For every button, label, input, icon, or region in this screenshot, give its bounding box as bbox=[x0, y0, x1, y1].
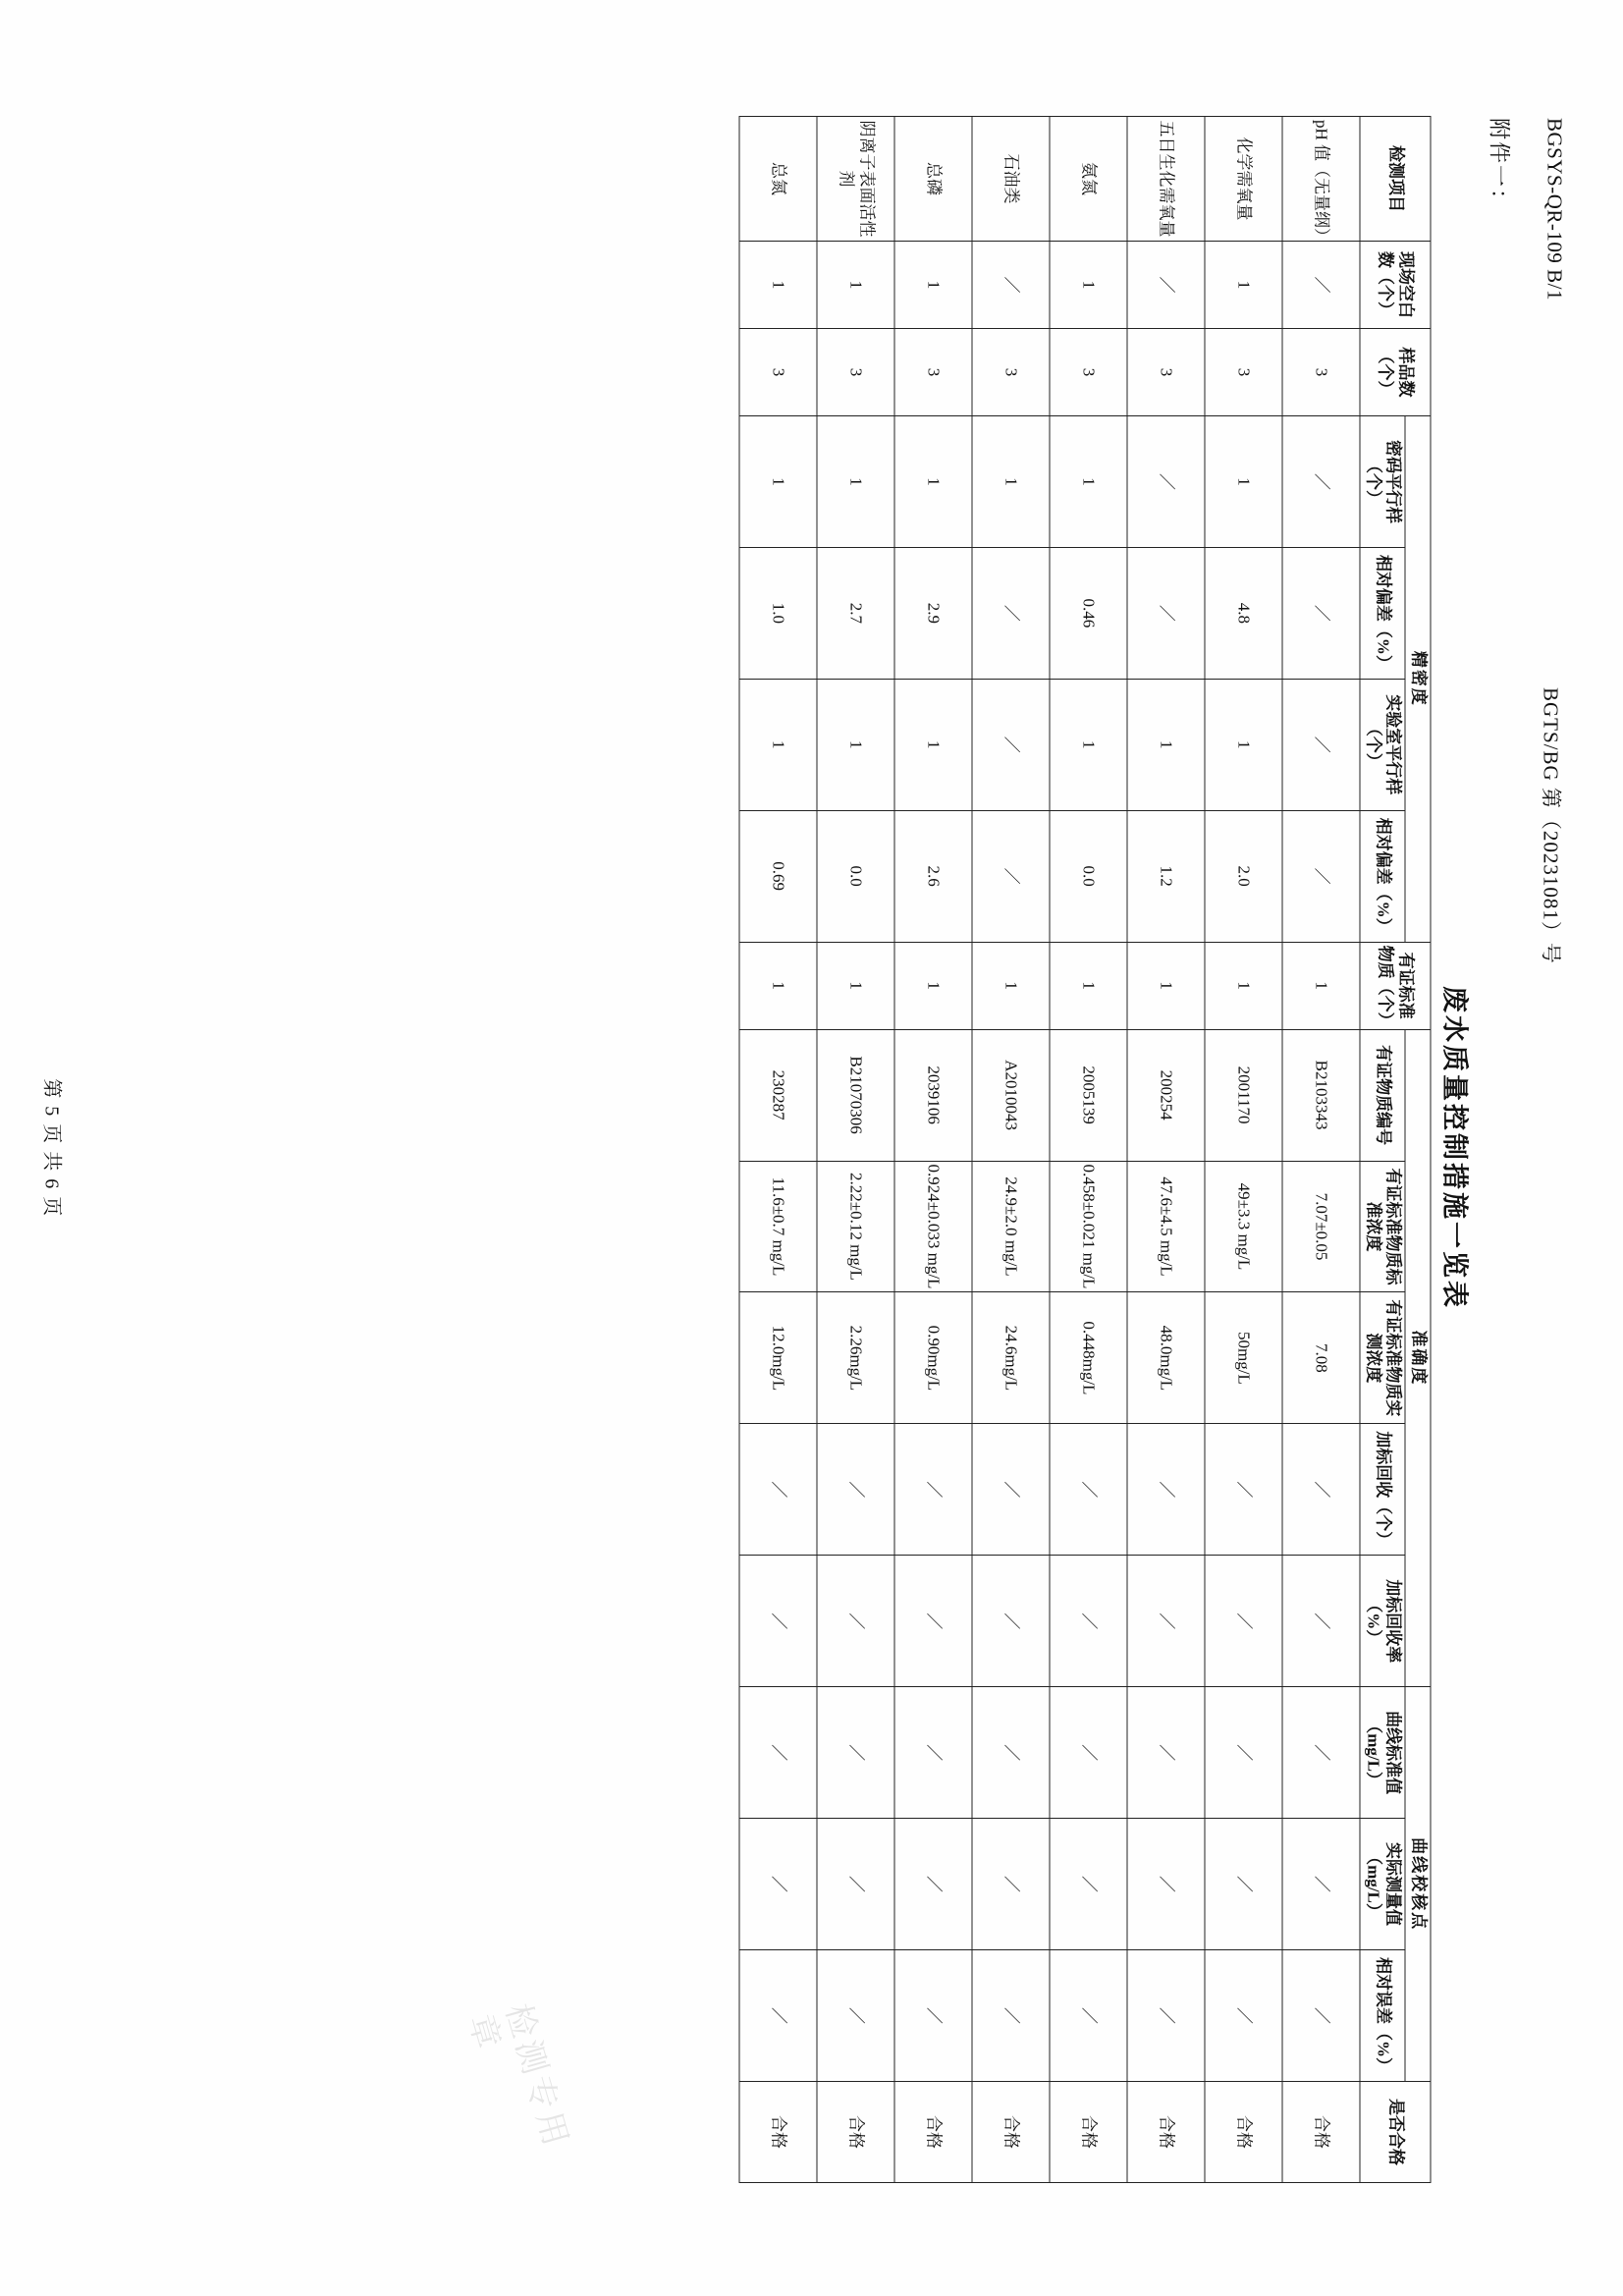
cell-sample-count: 3 bbox=[1281, 329, 1359, 416]
cell-lab-parallel: 1 bbox=[1049, 679, 1126, 810]
cell-curve-std: ／ bbox=[971, 1687, 1049, 1819]
cell-crm-conc: 24.9±2.0 mg/L bbox=[971, 1161, 1049, 1292]
table-body bbox=[738, 117, 1359, 2183]
col-crm-count: 有证标准物质（个） bbox=[1359, 942, 1430, 1029]
table-head bbox=[1359, 117, 1430, 2183]
cell-lab-parallel: 1 bbox=[816, 679, 893, 810]
cell-lab-parallel: 1 bbox=[1126, 679, 1204, 810]
col-spike-count: 加标回收（个） bbox=[1359, 1424, 1404, 1556]
cell-curve-measured: ／ bbox=[816, 1819, 893, 1950]
group-precision: 精密度 bbox=[1405, 416, 1431, 943]
col-qualified: 是否合格 bbox=[1359, 2082, 1430, 2183]
col-field-blank: 现场空白数（个） bbox=[1359, 242, 1430, 329]
cell-curve-rel-error: ／ bbox=[1204, 1949, 1281, 2081]
cell-spike-count: ／ bbox=[816, 1424, 893, 1556]
cell-curve-measured: ／ bbox=[1281, 1819, 1359, 1950]
cell-crm-count: 1 bbox=[1126, 942, 1204, 1029]
cell-field-blank: 1 bbox=[738, 242, 816, 329]
cell-curve-measured: ／ bbox=[893, 1819, 971, 1950]
item: 总氮 bbox=[738, 117, 816, 242]
cell-crm-count: 1 bbox=[738, 942, 816, 1029]
col-crm-no: 有证物质编号 bbox=[1359, 1029, 1404, 1161]
cell-rel-dev-2: 0.0 bbox=[1049, 810, 1126, 942]
cell-crm-no: 2001170 bbox=[1204, 1029, 1281, 1161]
qc-table-container bbox=[738, 116, 1431, 2183]
cell-curve-std: ／ bbox=[1049, 1687, 1126, 1819]
cell-sample-count: 3 bbox=[893, 329, 971, 416]
cell-rel-dev-2: 2.6 bbox=[893, 810, 971, 942]
cell-curve-std: ／ bbox=[816, 1687, 893, 1819]
cell-curve-measured: ／ bbox=[971, 1819, 1049, 1950]
cell-crm-conc: 0.924±0.033 mg/L bbox=[893, 1161, 971, 1292]
cell-code-parallel: 1 bbox=[1049, 416, 1126, 548]
cell-crm-conc: 49±3.3 mg/L bbox=[1204, 1161, 1281, 1292]
cell-rel-dev-2: ／ bbox=[971, 810, 1049, 942]
cell-code-parallel: ／ bbox=[1281, 416, 1359, 548]
cell-lab-parallel: 1 bbox=[738, 679, 816, 810]
cell-curve-rel-error: ／ bbox=[738, 1949, 816, 2081]
cell-crm-measured: 50mg/L bbox=[1204, 1292, 1281, 1424]
table-row bbox=[1204, 117, 1281, 2183]
cell-spike-rate: ／ bbox=[816, 1556, 893, 1687]
col-curve-measured: 实际测量值（mg/L） bbox=[1359, 1819, 1404, 1950]
item: 石油类 bbox=[971, 117, 1049, 242]
cell-qualified: 合格 bbox=[1126, 2082, 1204, 2183]
cell-field-blank: ／ bbox=[971, 242, 1049, 329]
group-accuracy: 准确度 bbox=[1405, 1029, 1431, 1687]
group-curve-check: 曲线校核点 bbox=[1405, 1687, 1431, 2082]
col-sample-count: 样品数（个） bbox=[1359, 329, 1430, 416]
cell-spike-count: ／ bbox=[1126, 1424, 1204, 1556]
cell-rel-dev-1: 2.7 bbox=[816, 547, 893, 679]
cell-lab-parallel: 1 bbox=[893, 679, 971, 810]
cell-curve-measured: ／ bbox=[738, 1819, 816, 1950]
cell-spike-count: ／ bbox=[971, 1424, 1049, 1556]
cell-spike-rate: ／ bbox=[1049, 1556, 1126, 1687]
cell-curve-std: ／ bbox=[893, 1687, 971, 1819]
cell-field-blank: 1 bbox=[1049, 242, 1126, 329]
cell-spike-rate: ／ bbox=[1204, 1556, 1281, 1687]
page-footer: 第 5 页 共 6 页 bbox=[40, 1078, 62, 1218]
cell-crm-count: 1 bbox=[816, 942, 893, 1029]
cell-lab-parallel: 1 bbox=[1204, 679, 1281, 810]
cell-rel-dev-1: ／ bbox=[1126, 547, 1204, 679]
item: 阴离子表面活性剂 bbox=[816, 117, 893, 242]
cell-qualified: 合格 bbox=[971, 2082, 1049, 2183]
cell-code-parallel: 1 bbox=[971, 416, 1049, 548]
table-row bbox=[893, 117, 971, 2183]
cell-crm-conc: 0.458±0.021 mg/L bbox=[1049, 1161, 1126, 1292]
cell-code-parallel: 1 bbox=[893, 416, 971, 548]
cell-crm-no: A2010043 bbox=[971, 1029, 1049, 1161]
cell-code-parallel: 1 bbox=[816, 416, 893, 548]
cell-rel-dev-1: 4.8 bbox=[1204, 547, 1281, 679]
table-row bbox=[816, 117, 893, 2183]
cell-rel-dev-2: 0.69 bbox=[738, 810, 816, 942]
cell-qualified: 合格 bbox=[893, 2082, 971, 2183]
table-row bbox=[1281, 117, 1359, 2183]
qc-table bbox=[738, 116, 1431, 2183]
cell-code-parallel: 1 bbox=[738, 416, 816, 548]
cell-curve-measured: ／ bbox=[1049, 1819, 1126, 1950]
cell-curve-std: ／ bbox=[1126, 1687, 1204, 1819]
cell-crm-no: B2103343 bbox=[1281, 1029, 1359, 1161]
col-rel-dev-1: 相对偏差（%） bbox=[1359, 547, 1404, 679]
cell-spike-rate: ／ bbox=[738, 1556, 816, 1687]
cell-curve-measured: ／ bbox=[1126, 1819, 1204, 1950]
cell-rel-dev-2: 2.0 bbox=[1204, 810, 1281, 942]
header-row-columns bbox=[1359, 117, 1404, 2183]
cell-spike-rate: ／ bbox=[971, 1556, 1049, 1687]
cell-rel-dev-1: ／ bbox=[971, 547, 1049, 679]
cell-sample-count: 3 bbox=[738, 329, 816, 416]
cell-crm-measured: 48.0mg/L bbox=[1126, 1292, 1204, 1424]
seal-text: 检测专用章 bbox=[460, 1999, 574, 2154]
cell-curve-std: ／ bbox=[738, 1687, 816, 1819]
cell-crm-conc: 11.6±0.7 mg/L bbox=[738, 1161, 816, 1292]
cell-rel-dev-1: 1.0 bbox=[738, 547, 816, 679]
item: 化学需氧量 bbox=[1204, 117, 1281, 242]
cell-rel-dev-2: 0.0 bbox=[816, 810, 893, 942]
cell-field-blank: 1 bbox=[893, 242, 971, 329]
cell-crm-measured: 0.90mg/L bbox=[893, 1292, 971, 1424]
col-lab-parallel: 实验室平行样（个） bbox=[1359, 679, 1404, 810]
cell-rel-dev-1: ／ bbox=[1281, 547, 1359, 679]
cell-spike-count: ／ bbox=[893, 1424, 971, 1556]
item: pH 值（无量纲） bbox=[1281, 117, 1359, 242]
col-spike-rate: 加标回收率（%） bbox=[1359, 1556, 1404, 1687]
cell-spike-rate: ／ bbox=[1126, 1556, 1204, 1687]
cell-curve-std: ／ bbox=[1281, 1687, 1359, 1819]
cell-spike-count: ／ bbox=[1204, 1424, 1281, 1556]
col-crm-conc: 有证标准物质标准浓度 bbox=[1359, 1161, 1404, 1292]
cell-spike-rate: ／ bbox=[893, 1556, 971, 1687]
cell-crm-count: 1 bbox=[1281, 942, 1359, 1029]
cell-qualified: 合格 bbox=[1049, 2082, 1126, 2183]
cell-curve-std: ／ bbox=[1204, 1687, 1281, 1819]
cell-crm-count: 1 bbox=[1049, 942, 1126, 1029]
cell-rel-dev-1: 0.46 bbox=[1049, 547, 1126, 679]
cell-curve-measured: ／ bbox=[1204, 1819, 1281, 1950]
col-curve-rel-error: 相对误差（%） bbox=[1359, 1949, 1404, 2081]
cell-crm-measured: 2.26mg/L bbox=[816, 1292, 893, 1424]
table-row bbox=[738, 117, 816, 2183]
cell-sample-count: 3 bbox=[1049, 329, 1126, 416]
cell-sample-count: 3 bbox=[1126, 329, 1204, 416]
cell-qualified: 合格 bbox=[738, 2082, 816, 2183]
cell-crm-count: 1 bbox=[893, 942, 971, 1029]
col-item: 检测项目 bbox=[1359, 117, 1430, 242]
cell-curve-rel-error: ／ bbox=[1281, 1949, 1359, 2081]
cell-field-blank: ／ bbox=[1126, 242, 1204, 329]
cell-crm-measured: 7.08 bbox=[1281, 1292, 1359, 1424]
cell-crm-no: B21070306 bbox=[816, 1029, 893, 1161]
cell-spike-count: ／ bbox=[1281, 1424, 1359, 1556]
seal-stamp bbox=[307, 1999, 582, 2234]
item: 总磷 bbox=[893, 117, 971, 242]
cell-rel-dev-2: ／ bbox=[1281, 810, 1359, 942]
cell-spike-count: ／ bbox=[1049, 1424, 1126, 1556]
cell-crm-no: 2039106 bbox=[893, 1029, 971, 1161]
cell-crm-conc: 2.22±0.12 mg/L bbox=[816, 1161, 893, 1292]
cell-qualified: 合格 bbox=[1204, 2082, 1281, 2183]
cell-qualified: 合格 bbox=[1281, 2082, 1359, 2183]
cell-rel-dev-1: 2.9 bbox=[893, 547, 971, 679]
table-row bbox=[971, 117, 1049, 2183]
cell-lab-parallel: ／ bbox=[1281, 679, 1359, 810]
cell-sample-count: 3 bbox=[1204, 329, 1281, 416]
item: 五日生化需氧量 bbox=[1126, 117, 1204, 242]
cell-field-blank: 1 bbox=[1204, 242, 1281, 329]
form-code: BGSYS-QR-109 B/1 bbox=[1542, 118, 1566, 301]
cell-crm-no: 200254 bbox=[1126, 1029, 1204, 1161]
cell-curve-rel-error: ／ bbox=[971, 1949, 1049, 2081]
cell-lab-parallel: ／ bbox=[971, 679, 1049, 810]
cell-crm-no: 230287 bbox=[738, 1029, 816, 1161]
col-rel-dev-2: 相对偏差（%） bbox=[1359, 810, 1404, 942]
cell-spike-count: ／ bbox=[738, 1424, 816, 1556]
cell-crm-conc: 7.07±0.05 bbox=[1281, 1161, 1359, 1292]
col-curve-std: 曲线标准值（mg/L） bbox=[1359, 1687, 1404, 1819]
page-title: 废水质量控制措施一览表 bbox=[1439, 986, 1469, 1310]
cell-code-parallel: ／ bbox=[1126, 416, 1204, 548]
table-row bbox=[1049, 117, 1126, 2183]
cell-crm-measured: 0.448mg/L bbox=[1049, 1292, 1126, 1424]
cell-curve-rel-error: ／ bbox=[893, 1949, 971, 2081]
cell-crm-count: 1 bbox=[971, 942, 1049, 1029]
cell-code-parallel: 1 bbox=[1204, 416, 1281, 548]
table-row bbox=[1126, 117, 1204, 2183]
report-number: BGTS/BG 第（20231081）号 bbox=[1539, 687, 1562, 964]
col-crm-measured: 有证标准物质实测浓度 bbox=[1359, 1292, 1404, 1424]
header-row-groups bbox=[1405, 117, 1431, 2183]
cell-crm-measured: 24.6mg/L bbox=[971, 1292, 1049, 1424]
cell-crm-no: 2005139 bbox=[1049, 1029, 1126, 1161]
cell-sample-count: 3 bbox=[971, 329, 1049, 416]
cell-crm-measured: 12.0mg/L bbox=[738, 1292, 816, 1424]
cell-sample-count: 3 bbox=[816, 329, 893, 416]
cell-curve-rel-error: ／ bbox=[1049, 1949, 1126, 2081]
cell-crm-conc: 47.6±4.5 mg/L bbox=[1126, 1161, 1204, 1292]
item: 氨氮 bbox=[1049, 117, 1126, 242]
cell-curve-rel-error: ／ bbox=[816, 1949, 893, 2081]
attachment-label: 附件一： bbox=[1487, 118, 1511, 213]
col-code-parallel: 密码平行样（个） bbox=[1359, 416, 1404, 548]
cell-curve-rel-error: ／ bbox=[1126, 1949, 1204, 2081]
cell-crm-count: 1 bbox=[1204, 942, 1281, 1029]
cell-field-blank: ／ bbox=[1281, 242, 1359, 329]
cell-field-blank: 1 bbox=[816, 242, 893, 329]
cell-qualified: 合格 bbox=[816, 2082, 893, 2183]
cell-spike-rate: ／ bbox=[1281, 1556, 1359, 1687]
cell-rel-dev-2: 1.2 bbox=[1126, 810, 1204, 942]
